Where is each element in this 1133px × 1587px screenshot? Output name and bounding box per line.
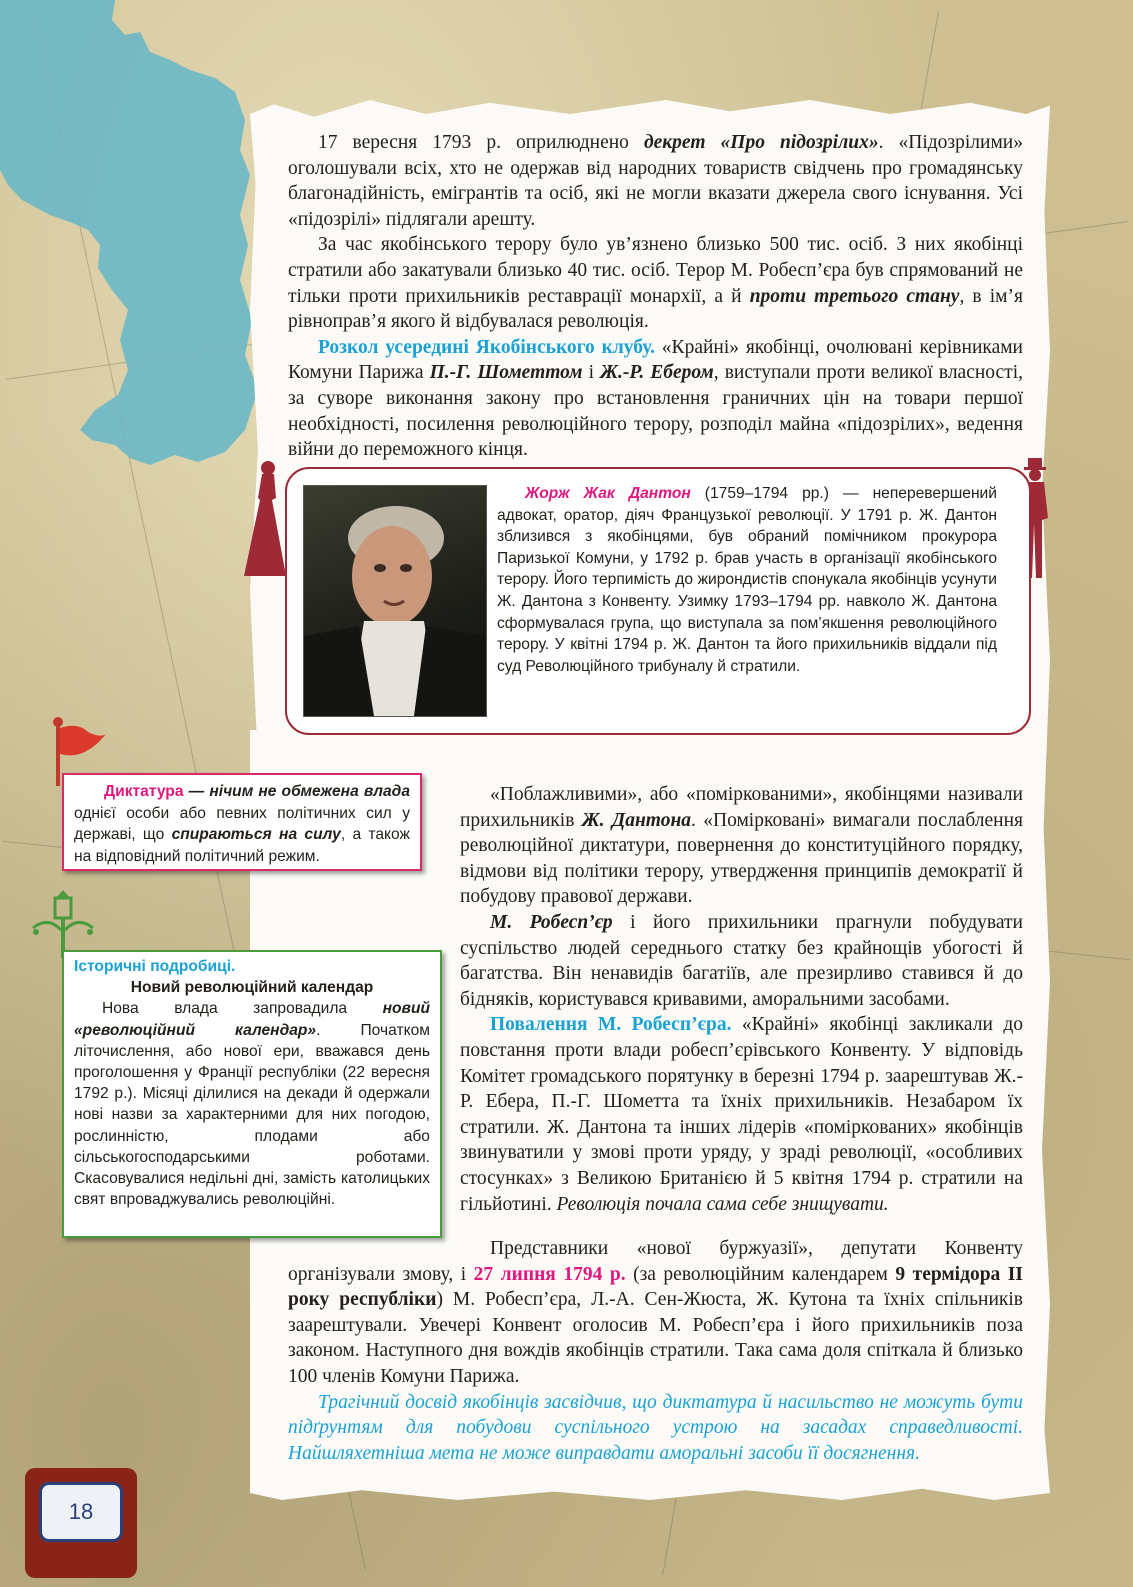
biography-box	[285, 467, 1031, 735]
paragraph-suspects-decree: 17 вересня 1793 р. оприлюднено декрет «Про підозрілих». «Підозрілими» оголошували всіх, хто не одержав від народних товариств свідчень про громадянську благонадійність, емігрантів та осіб, які не могли вказати джерела свого існування. Усі «підозрілі» підлягали арешту.	[288, 132, 1023, 230]
paragraph-fall: Повалення М. Робесп’єра. «Крайні» якобінці закликали до повстання проти влади робесп’єрівського Конвенту. У відповідь Комітет громадського порятунку в березні 1794 р. заарештував Ж.-Р. Ебера, П.-Г. Шометта та їхніх прихильників. Незабаром їх стратили. Ж. Дантона та інших лідерів «поміркованих» якобінців звинуватили у змові проти уряду, у зраді революції, «особливих стосунках» з Великою Британією й 5 квітня 1794 р. стратили на гільйотині. Революція почала сама себе знищувати.	[460, 1014, 1024, 1215]
page-number: 18	[39, 1482, 123, 1542]
paragraph-robespierre: М. Робесп’єр і його прихильники прагнули побудувати суспільство людей середнього статку без крайнощів убогості й багатства. Він ненавидів багатіїв, але презирливо ставився й до бідняків, користувався кривавими, аморальними засобами.	[460, 911, 1023, 1010]
date-highlight: 27 липня 1794 р.	[473, 1263, 626, 1285]
section-heading-split: Розкол усередині Якобінського клубу.	[318, 336, 655, 358]
right-column-text	[460, 782, 1023, 1217]
paragraph-thermidor: Представники «нової буржуазії», депутати Конвенту організували змову, і 27 липня 1794 р. (за революційним календарем 9 термідора II року республіки) М. Робесп’єра, Л.-А. Сен-Жюста, Ж. Кутона та їхніх спільників заарештували. Увечері Конвент оголосив М. Робесп’єра і його прихильників поза законом. Наступного дня вождів якобінців стратили. Така сама доля спіткала й близько 100 членів Комуни Парижа.	[288, 1238, 1023, 1387]
definition-term: Диктатура	[104, 783, 184, 800]
definition-box: Диктатура — нічим не обмежена влада однієї особи або певних політичних сил у державі, що спираються на силу, а також на відповідний політичний режим.	[62, 773, 422, 871]
page-number-badge	[25, 1468, 137, 1578]
thermidor-text	[288, 1236, 1023, 1466]
france-map	[0, 0, 280, 470]
lantern-icon	[28, 888, 98, 958]
woman-silhouette-icon	[242, 458, 288, 578]
conclusion-text: Трагічний досвід якобінців засвідчив, що диктатура й насильство не можуть бути підґрунтям для побудови суспільного устрою на засадах справедливості. Найшляхетніша мета не може виправдати аморальні засоби її досягнення.	[288, 1391, 1023, 1464]
biography-name: Жорж Жак Дантон	[525, 485, 691, 502]
intro-text-block	[288, 130, 1023, 463]
paragraph-moderates: «Поблажливими», або «поміркованими», якобінцями називали прихильників Ж. Дантона. «Помірковані» вимагали послаблення революційної диктатури, повернення до конституційного порядку, відмови від політики терору, утвердження принципів демократії й побудову правової держави.	[460, 784, 1023, 908]
paragraph-terror: За час якобінського терору було ув’язнено близько 500 тис. осіб. З них якобінці стратили або закатували близько 40 тис. осіб. Терор М. Робесп’єра був спрямований не тільки проти прихильників реставрації монархії, а й проти третього стану, в ім’я рівноправ’я якого й відбувалася революція.	[288, 234, 1023, 333]
historical-details-box	[62, 950, 442, 1238]
historical-details-title: Новий революційний календар	[130, 979, 374, 997]
historical-details-heading: Історичні подробиці.	[74, 958, 236, 975]
biography-text: Жорж Жак Дантон (1759–1794 рр.) — неперевершений адвокат, оратор, діяч Французької революції. У 1791 р. Ж. Дантон зблизився з якобінцями, був обраний помічником прокурора Паризької Комуни, у 1792 р. брав участь в організації якобінського терору. Його терпимість до жирондистів спонукала якобінців усунути Ж. Дантона з Конвенту. Узимку 1793–1794 рр. навколо Ж. Дантона сформувалася група, що виступала за пом’якшення революційного терору. У квітні 1794 р. Ж. Дантон та його прихильників віддали під суд Революційного трибуналу й стратили.	[497, 485, 997, 675]
paragraph-split: Розкол усередині Якобінського клубу. «Крайні» якобінці, очолювані керівниками Комуни Парижа П.-Г. Шометтом і Ж.-Р. Ебером, виступали проти великої власності, за суворе виконання закону про встановлення граничних цін на товари першої необхідності, посилення революційного терору, розподіл майна «підозрілих», ведення війни до переможного кінця.	[288, 336, 1023, 461]
historical-details-text: Нова влада запровадила новий «революційний календар». Початком літочислення, або нової ери, вважався день проголошення у Франції республіки (22 вересня 1792 р.). Місяці ділилися на декади й одержали нові назви за характерними для них погодою, рослинністю, плодами або сільськогосподарськими роботами. Скасовувалися недільні дні, замість католицьких свят впроваджувались революційні.	[74, 1000, 430, 1209]
danton-portrait	[303, 485, 487, 717]
section-heading-fall: Повалення М. Робесп’єра.	[490, 1014, 732, 1036]
